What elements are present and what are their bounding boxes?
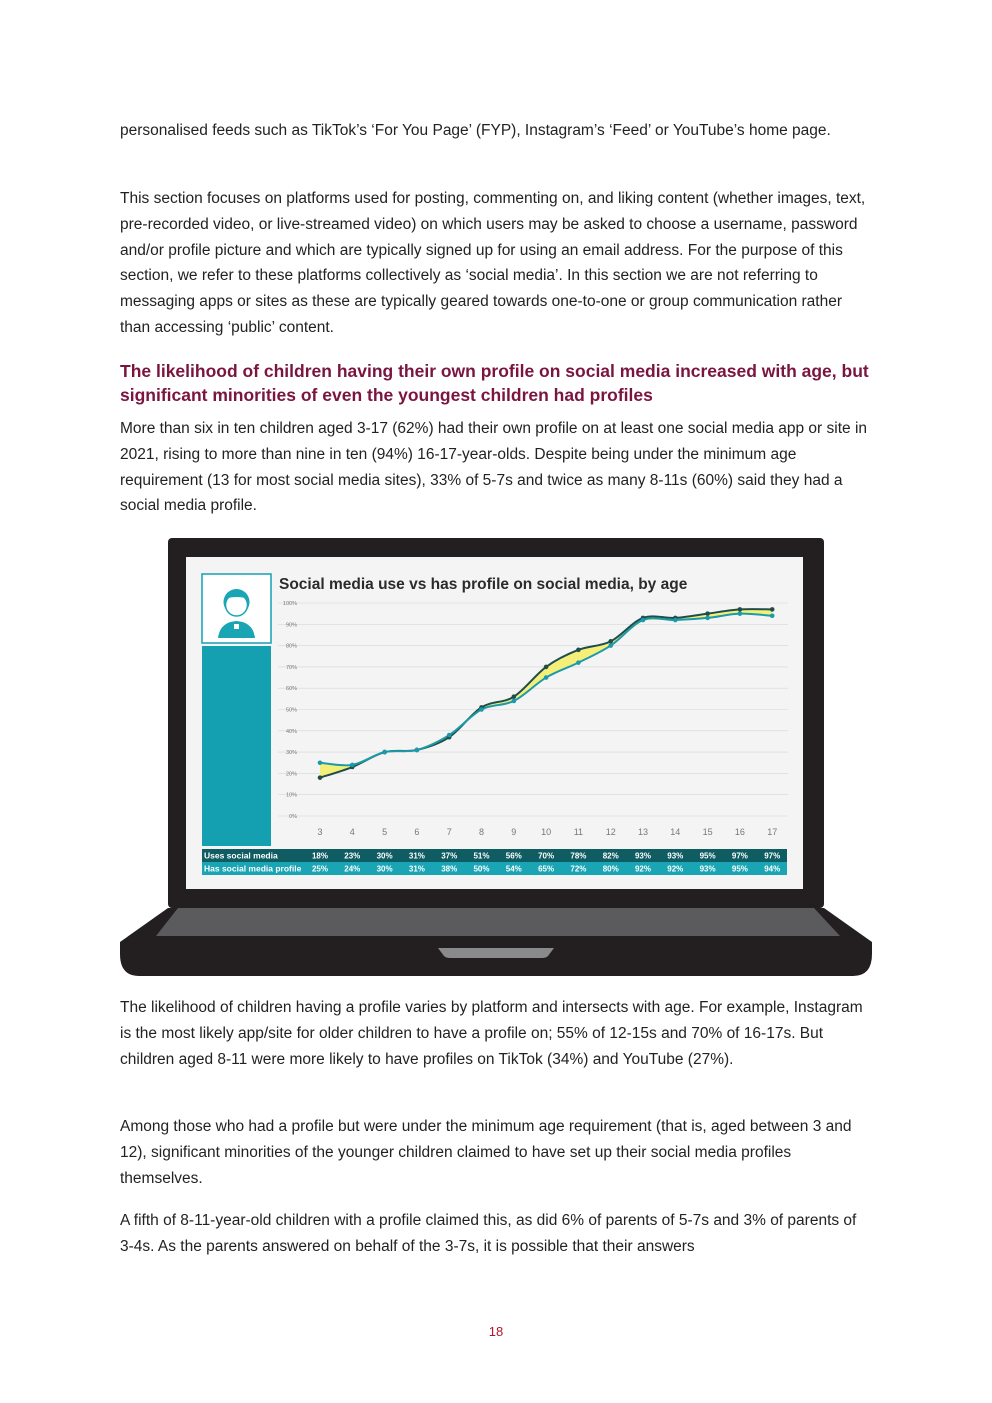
data-label: 56%	[505, 851, 522, 861]
y-tick-label: 100%	[282, 601, 297, 607]
data-label: 93%	[699, 864, 716, 874]
laptop-screen	[186, 557, 803, 889]
y-tick-label: 20%	[285, 771, 297, 778]
paragraph-minimum-age: Among those who had a profile but were under the minimum age requirement (that is, aged between 3 and 12), significant minorities of the younger children claimed to have set up their social media profiles themselves.	[120, 1118, 852, 1187]
data-point-has-profile	[544, 675, 549, 680]
data-point-has-profile	[641, 618, 646, 623]
data-point-has-profile	[576, 660, 581, 665]
data-label: 97%	[731, 851, 748, 861]
data-point-has-profile	[673, 618, 678, 623]
data-point-uses-social-media	[512, 694, 517, 699]
data-point-has-profile	[608, 643, 613, 648]
paragraph-intro: personalised feeds such as TikTok’s ‘For You Page’ (FYP), Instagram’s ‘Feed’ or YouTube’s home page.	[120, 122, 831, 139]
sidebar-panel	[202, 646, 271, 846]
data-point-uses-social-media	[608, 639, 613, 644]
x-tick-label: 9	[511, 827, 517, 837]
data-label: 54%	[505, 864, 522, 874]
data-label: 25%	[311, 864, 329, 874]
data-label: 24%	[344, 864, 361, 874]
data-label: 65%	[538, 864, 555, 874]
paragraph-platforms: The likelihood of children having a profile varies by platform and intersects with age. For example, Instagram is the most likely app/site for older children to have a profile on; 55% of 12-15s and 70% of 16-17s. But children aged 8-11 were more likely to have profiles on TikTok (34%) and YouTube (27%).	[120, 999, 863, 1068]
data-point-has-profile	[318, 760, 323, 765]
x-tick-label: 16	[734, 827, 745, 837]
data-label: 37%	[441, 851, 458, 861]
data-label: 30%	[376, 851, 393, 861]
data-point-uses-social-media	[738, 607, 743, 612]
x-tick-label: 8	[478, 827, 485, 837]
data-point-has-profile	[512, 699, 517, 704]
y-tick-label: 60%	[285, 686, 297, 693]
x-tick-label: 7	[446, 827, 452, 837]
data-point-uses-social-media	[770, 607, 775, 612]
data-point-uses-social-media	[576, 648, 581, 653]
paragraph-profile-stats: More than six in ten children aged 3-17 (62%) had their own profile on at least one social media app or site in 2021, rising to more than nine in ten (94%) 16-17-year-olds. Despite being under the minimum age requirement (13 for most social media sites), 33% of 5-7s and twice as many 8-11s (60%) said they had a social media profile.	[120, 420, 868, 515]
x-tick-label: 3	[317, 827, 323, 837]
x-tick-label: 4	[349, 827, 355, 837]
x-tick-label: 13	[637, 827, 649, 837]
paragraph-section-scope: This section focuses on platforms used for posting, commenting on, and liking content (whether images, text, pre-recorded video, or live-streamed video) on which users may be asked to choose a username, password and/or profile picture and which are typically signed up for using an email address. For the purpose of this section, we refer to these platforms collectively as ‘social media’. In this section we are not referring to messaging apps or sites as these are typically geared towards one-to-one or group communication rather than accessing ‘public’ content.	[120, 190, 866, 336]
data-point-has-profile	[350, 763, 355, 768]
data-label: 18%	[311, 851, 329, 861]
x-tick-label: 15	[702, 827, 713, 837]
data-point-has-profile	[415, 748, 420, 753]
series-label: Uses social media	[204, 850, 278, 861]
data-point-uses-social-media	[318, 775, 323, 780]
y-tick-label: 0%	[289, 814, 297, 820]
data-label: 97%	[764, 851, 781, 861]
x-tick-label: 17	[767, 827, 778, 837]
y-tick-label: 40%	[285, 728, 297, 735]
y-tick-label: 80%	[285, 643, 297, 650]
page-number: 18	[488, 1324, 504, 1339]
data-point-has-profile	[738, 611, 743, 616]
data-label: 78%	[570, 851, 587, 861]
data-label: 50%	[473, 864, 490, 874]
data-label: 95%	[699, 851, 716, 861]
y-tick-label: 30%	[285, 750, 297, 757]
data-label: 82%	[602, 851, 619, 861]
laptop-trackpad	[438, 948, 554, 958]
data-label: 92%	[634, 864, 652, 874]
data-label: 92%	[667, 864, 684, 874]
data-point-has-profile	[705, 616, 710, 621]
data-point-uses-social-media	[544, 665, 549, 670]
data-point-has-profile	[382, 750, 387, 755]
laptop-keyboard	[156, 908, 840, 936]
data-label: 72%	[570, 864, 587, 874]
x-tick-label: 10	[541, 827, 552, 837]
x-tick-label: 11	[573, 827, 584, 837]
x-tick-label: 14	[670, 827, 681, 837]
y-tick-label: 10%	[285, 792, 297, 799]
x-tick-label: 6	[414, 827, 420, 837]
data-label: 30%	[376, 864, 393, 874]
data-label: 70%	[538, 851, 555, 861]
laptop-chart-figure	[118, 536, 874, 978]
section-heading: The likelihood of children having their own profile on social media increased with age, but significant minorities of even the youngest children had profiles	[120, 361, 869, 405]
data-label: 93%	[634, 851, 652, 861]
data-label: 80%	[602, 864, 619, 874]
data-point-has-profile	[770, 613, 775, 618]
x-tick-label: 5	[382, 827, 388, 837]
data-label: 95%	[731, 864, 748, 874]
series-label: Has social media profile	[204, 863, 302, 874]
y-tick-label: 50%	[285, 707, 297, 714]
paragraph-parents: A fifth of 8-11-year-old children with a profile claimed this, as did 6% of parents of 5-7s and 3% of parents of 3-4s. As the parents answered on behalf of the 3-7s, it is possible that their answers	[120, 1212, 857, 1255]
data-label: 51%	[473, 851, 490, 861]
x-tick-label: 12	[605, 827, 616, 837]
data-label: 23%	[344, 851, 361, 861]
data-label: 31%	[408, 864, 425, 874]
data-point-has-profile	[479, 707, 484, 712]
y-tick-label: 70%	[285, 664, 297, 671]
chart-title: Social media use vs has profile on social media, by age	[279, 576, 688, 593]
data-label: 31%	[408, 851, 425, 861]
data-label: 93%	[667, 851, 684, 861]
data-point-uses-social-media	[705, 611, 710, 616]
data-table	[202, 849, 787, 875]
y-tick-label: 90%	[285, 622, 297, 629]
data-label: 38%	[441, 864, 458, 874]
data-label: 94%	[764, 864, 781, 874]
data-point-has-profile	[447, 733, 452, 738]
